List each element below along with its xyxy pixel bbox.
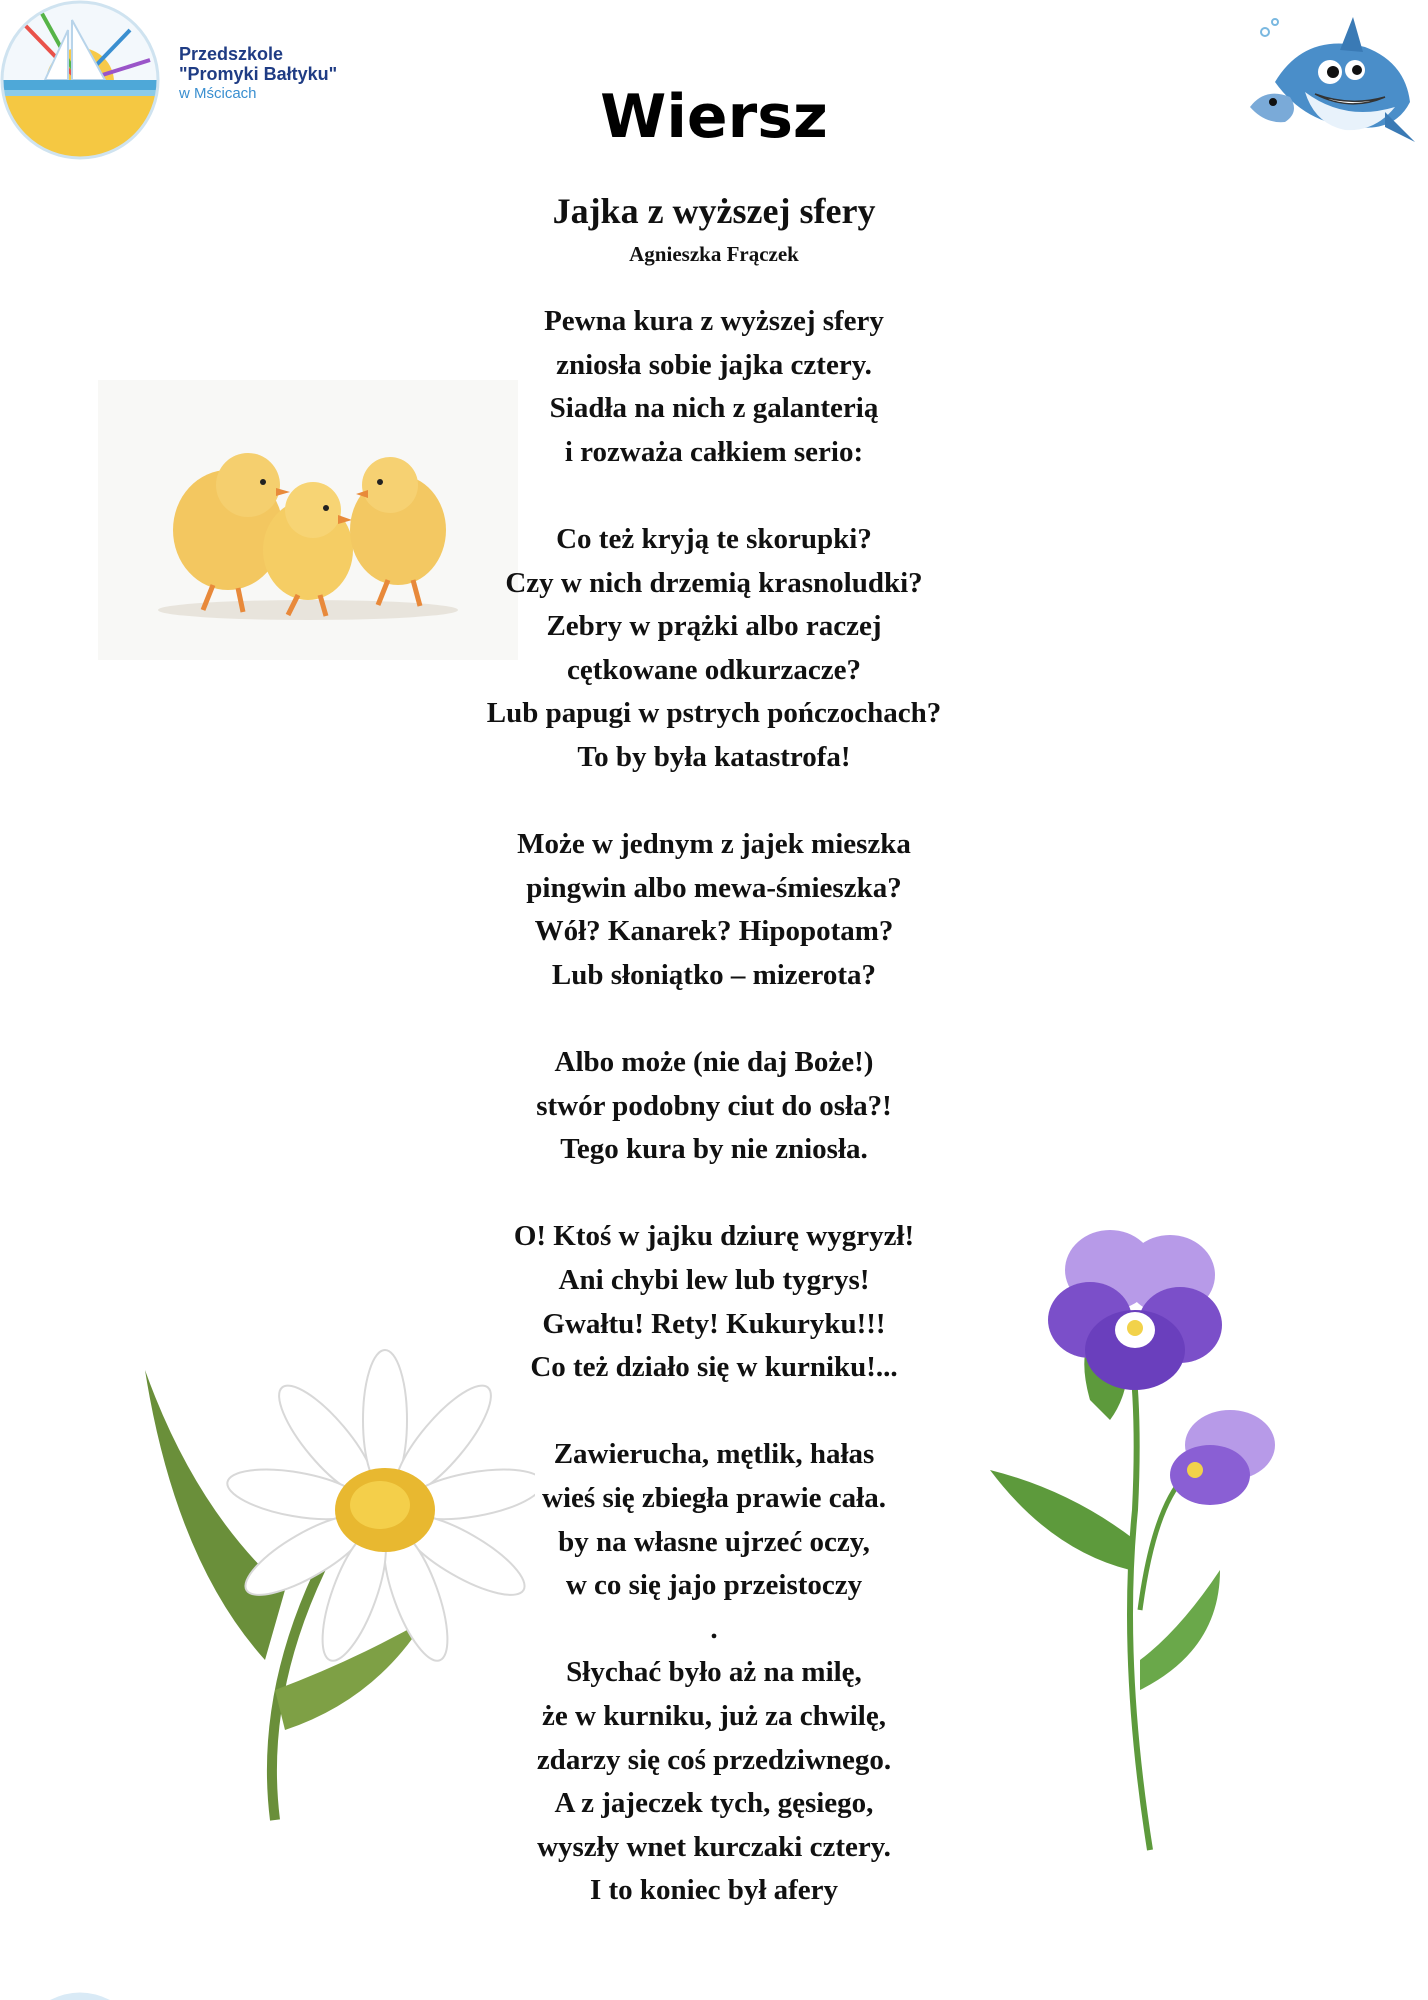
poem-line: Może w jednym z jajek mieszka (517, 828, 911, 861)
poem-line: Ani chybi lew lub tygrys! (558, 1264, 870, 1297)
stanza-break (364, 780, 1064, 824)
poem-line: A z jajeczek tych, gęsiego, (554, 1787, 874, 1820)
stanza-break (364, 474, 1064, 518)
poem-line: Zawierucha, mętlik, hałas (553, 1438, 875, 1471)
school-name-line2: "Promyki Bałtyku" (179, 64, 338, 84)
poem-line: cętkowane odkurzacze? (567, 653, 861, 686)
poem-line: Siadła na nich z galanterią (549, 392, 879, 425)
poem-author: Agnieszka Frączek (629, 242, 799, 266)
stanza-break (364, 1172, 1064, 1216)
decorative-arc-icon (50, 1985, 110, 2000)
poem-line: Albo może (nie daj Boże!) (554, 1046, 874, 1079)
poem-line: Zebry w prążki albo raczej (546, 610, 882, 643)
poem-line: . (710, 1612, 718, 1645)
stanza-break (364, 998, 1064, 1042)
poem-line: Gwałtu! Rety! Kukuryku!!! (542, 1307, 886, 1340)
poem-line: Pewna kura z wyższej sfery (544, 305, 884, 337)
poem-line: Słychać było aż na milę, (566, 1656, 862, 1689)
poem-line: że w kurniku, już za chwilę, (542, 1700, 886, 1732)
poem-line: w co się jajo przeistoczy (565, 1569, 863, 1602)
stanza-break (364, 1390, 1064, 1434)
poem-line: Czy w nich drzemią krasnoludki? (505, 566, 923, 599)
poem-line: Co też działo się w kurniku!... (530, 1351, 898, 1384)
school-name-line1: Przedszkole (179, 44, 284, 64)
poem-line: zdarzy się coś przedziwnego. (536, 1743, 892, 1776)
poem-line: zniosła sobie jajka cztery. (556, 348, 872, 381)
poem-line: stwór podobny ciut do osła?! (536, 1089, 892, 1122)
poem-line: Tego kura by nie zniosła. (560, 1133, 868, 1166)
poem-line: wyszły wnet kurczaki cztery. (537, 1830, 891, 1863)
poem-line: i rozważa całkiem serio: (564, 435, 864, 468)
poem-line: O! Ktoś w jajku dziurę wygryzł! (513, 1220, 915, 1253)
poem-line: To by była katastrofa! (577, 740, 851, 773)
poem-line: by na własne ujrzeć oczy, (558, 1525, 870, 1558)
school-location: w Mścicach (179, 85, 257, 102)
poem-title: Jajka z wyższej sfery (552, 191, 876, 231)
page-title: Wiersz (600, 82, 828, 152)
poem-body (364, 300, 1064, 1913)
poem-line: pingwin albo mewa-śmieszka? (526, 871, 902, 904)
poem-line: wieś się zbiegła prawie cała. (542, 1482, 886, 1515)
poem-line: Lub papugi w pstrych pończochach? (486, 697, 942, 730)
poem-line: I to koniec był afery (589, 1874, 839, 1907)
poem-line: Co też kryją te skorupki? (556, 522, 872, 555)
poem-line: Lub słoniątko – mizerota? (551, 958, 877, 991)
poem-line: Wół? Kanarek? Hipopotam? (534, 915, 894, 948)
